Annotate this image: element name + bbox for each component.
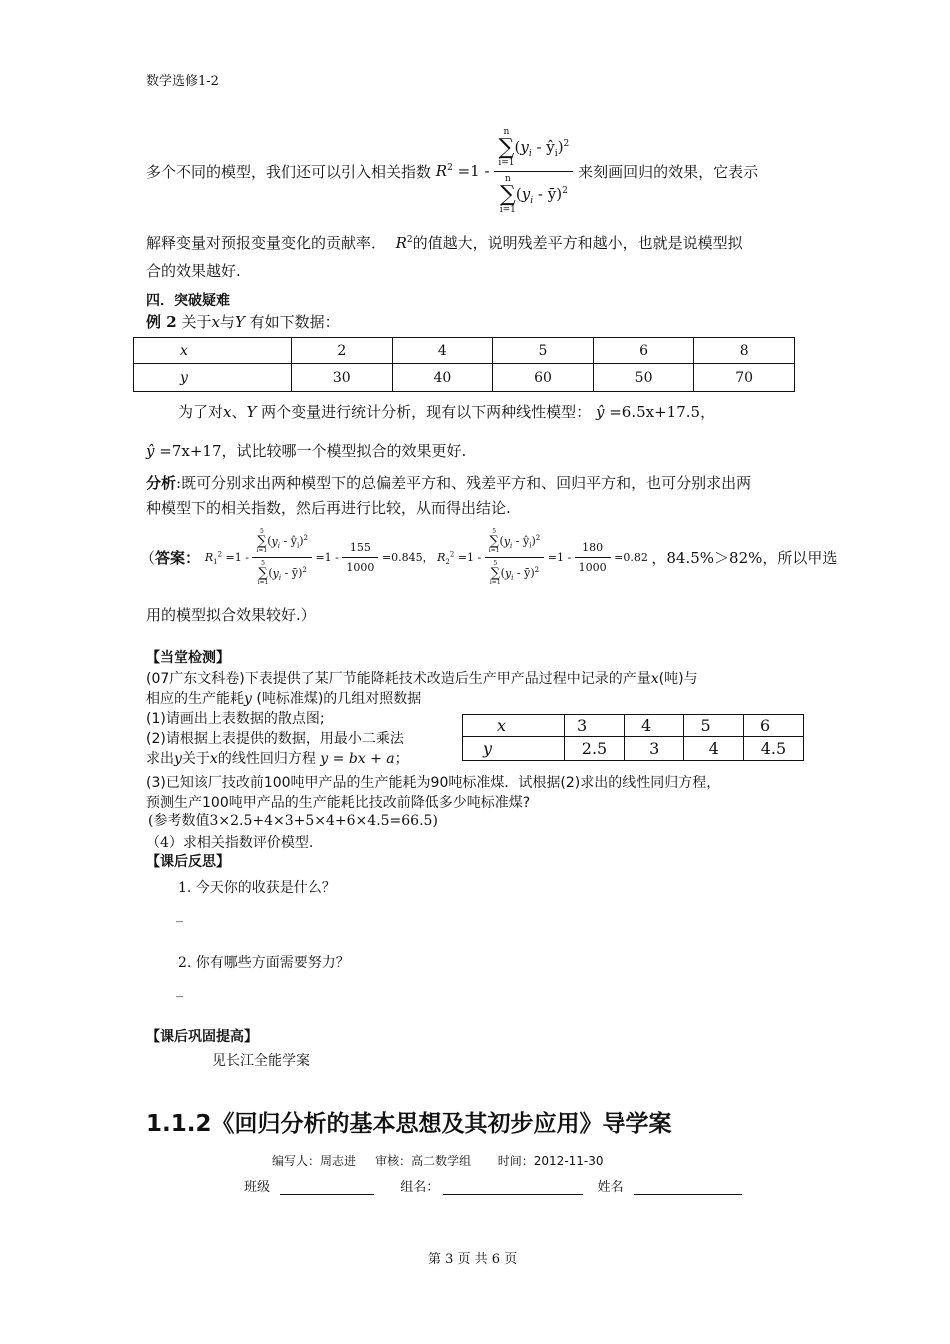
x-cell: 5 bbox=[493, 338, 594, 364]
class-label: 班级 bbox=[244, 1180, 271, 1195]
x-cell: 4 bbox=[392, 338, 493, 364]
model-2: =7x+17 bbox=[159, 442, 222, 460]
check-q4: （4）求相关指数评价模型. bbox=[146, 835, 314, 851]
check-line2: 相应的生产能耗y (吨标准煤)的几组对照数据 bbox=[146, 691, 422, 707]
x-row-label: x bbox=[497, 716, 507, 735]
consolidate-heading: 【课后巩固提高】 bbox=[146, 1029, 258, 1045]
page-footer: 第 3 页 共 6 页 bbox=[428, 1252, 518, 1267]
example-line: 例 2 关于x与Y 有如下数据： bbox=[146, 313, 340, 331]
x-row-label: x bbox=[180, 342, 188, 359]
analysis-line1: 分析:既可分别求出两种模型下的总偏差平方和、残差平方和、回归平方和，也可分别求出两 bbox=[146, 474, 752, 492]
x-cell: 2 bbox=[292, 338, 393, 364]
question-line2: ŷ =7x+17，试比较哪一个模型拟合的效果更好. bbox=[146, 442, 467, 460]
table-row-y bbox=[463, 737, 804, 761]
table-row-x bbox=[463, 715, 804, 737]
check-q2b: 求出y关于x的线性回归方程 y = bx + a； bbox=[146, 751, 409, 767]
y-row-label: y bbox=[483, 739, 493, 758]
consolidate-text: 见长江全能学案 bbox=[212, 1053, 310, 1069]
y-cell: 4.5 bbox=[743, 737, 803, 761]
x-cell: 6 bbox=[743, 715, 803, 737]
reflect-blank2: _ bbox=[176, 982, 183, 998]
y-cell: 30 bbox=[292, 364, 393, 392]
group-label: 组名： bbox=[400, 1180, 440, 1195]
table-row-y bbox=[134, 364, 795, 392]
check-q3b: 预测生产100吨甲产品的生产能耗比技改前降低多少吨标准煤? bbox=[146, 795, 531, 811]
section-heading: 四．突破疑难 bbox=[146, 293, 230, 309]
table-row-x bbox=[134, 338, 795, 364]
question-line: 为了对x、Y 两个变量进行统计分析，现有以下两种线性模型： ŷ =6.5x+17.5， bbox=[178, 403, 716, 421]
x-cell: 3 bbox=[565, 715, 625, 737]
next-doc-meta: 编写人：周志进 审核：高二数学组 时间：2012-11-30 bbox=[272, 1154, 604, 1168]
class-input[interactable] bbox=[280, 1180, 374, 1195]
model-1: =6.5x+17.5， bbox=[609, 403, 716, 421]
y-cell: 2.5 bbox=[565, 737, 625, 761]
analysis-line2: 种模型下的相关指数，然后再进行比较，从而得出结论. bbox=[146, 499, 511, 517]
check-q3a: (3)已知该厂技改前100吨甲产品的生产能耗为90吨标准煤．试根据(2)求出的线性同归方程， bbox=[146, 775, 721, 791]
y-cell: 50 bbox=[593, 364, 694, 392]
intro-line2: 解释变量对预报变量变化的贡献率． $R^2$的值越大，说明残差平方和越小，也就是说模型拟 bbox=[146, 234, 743, 252]
check-q2a: (2)请根据上表提供的数据，用最小二乘法 bbox=[146, 731, 404, 747]
r2-formula: $R^2 =1$ - n ∑ i=1 ($y_i$ - $ŷ_i)^2$ n ∑ i=1 ($y_i$ - ȳ)$^2$ bbox=[436, 162, 578, 180]
name-label: 姓名 bbox=[597, 1180, 624, 1195]
name-input[interactable] bbox=[634, 1180, 742, 1195]
reflect-heading: 【课后反思】 bbox=[146, 854, 230, 870]
x-cell: 8 bbox=[694, 338, 795, 364]
check-line1: (07广东文科卷)下表提供了某厂节能降耗技术改造后生产甲产品过程中记录的产量x(吨)与 bbox=[146, 671, 698, 687]
header-subject: 数学选修1-2 bbox=[146, 74, 219, 89]
y-cell: 4 bbox=[684, 737, 743, 761]
example-data-table bbox=[133, 337, 795, 392]
check-ref: (参考数值3×2.5+4×3+5×4+6×4.5=66.5) bbox=[148, 813, 438, 829]
next-doc-fields bbox=[244, 1176, 742, 1195]
answer-line2: 用的模型拟合效果较好.） bbox=[146, 606, 316, 624]
y-cell: 3 bbox=[625, 737, 684, 761]
y-cell: 70 bbox=[694, 364, 795, 392]
y-row-label: y bbox=[180, 369, 188, 386]
reflect-q1: 1. 今天你的收获是什么？ bbox=[178, 880, 336, 896]
x-cell: 5 bbox=[684, 715, 743, 737]
reflect-q2: 2. 你有哪些方面需要努力？ bbox=[178, 955, 350, 971]
x-cell: 4 bbox=[625, 715, 684, 737]
r1-formula: $R_1^2 =1$ - 5 ∑ i=1 ($y_i$ - $ŷ_i)^2$ 5 ∑ i=1 ($y_i$ - ȳ)$^2$ =1 - $\frac{155}{1000}$ =0.845， bbox=[204, 528, 434, 586]
answer-line: （答案： $R_1^2 =1$ - 5 ∑ i=1 ($y_i$ - $ŷ_i)^2$ 5 ∑ i=1 ($y_i$ - ȳ)$^2$ =1 - $\frac{155}{1000}$ =0.845， $R_2^2 =1$ - 5 ∑ i=1 ($y_i$ - $ŷ_i)^2$ 5 ∑ i=1 ($y_i$ - ȳ)$^2$ =1 - $\frac{180}{1000}$ =0.82 ，84.5%＞82%，所以甲选 bbox=[140, 528, 838, 586]
intro-line3: 合的效果越好. bbox=[146, 262, 241, 280]
y-cell: 60 bbox=[493, 364, 594, 392]
r2-answer-formula: $R_2^2 =1$ - 5 ∑ i=1 ($y_i$ - $ŷ_i)^2$ 5 ∑ i=1 ($y_i$ - ȳ)$^2$ =1 - $\frac{180}{1000}$ =0.82 bbox=[437, 528, 648, 586]
group-input[interactable] bbox=[443, 1180, 583, 1195]
check-data-table bbox=[462, 714, 804, 761]
check-q1: (1)请画出上表数据的散点图; bbox=[146, 711, 325, 727]
check-heading: 【当堂检测】 bbox=[146, 650, 230, 666]
reflect-blank1: _ bbox=[176, 907, 183, 923]
x-cell: 6 bbox=[593, 338, 694, 364]
next-doc-title: 1.1.2《回归分析的基本思想及其初步应用》导学案 bbox=[146, 1111, 672, 1137]
y-cell: 40 bbox=[392, 364, 493, 392]
intro-line1: 多个不同的模型，我们还可以引入相关指数 $R^2 =1$ - n ∑ i=1 ($y_i$ - $ŷ_i)^2$ n ∑ i=1 ($y_i$ - ȳ)$^2$ 来刻画回归的效果，它表示 bbox=[146, 127, 759, 215]
